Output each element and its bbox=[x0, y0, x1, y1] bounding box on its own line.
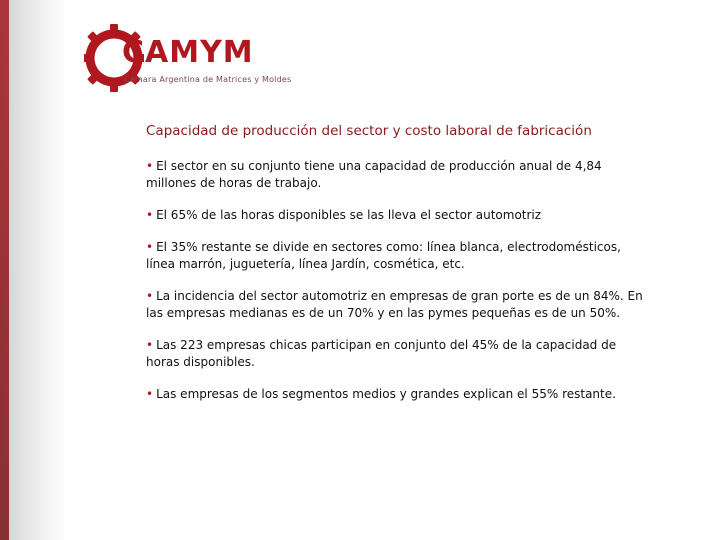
bullet-text: Las empresas de los segmentos medios y grandes explican el 55% restante. bbox=[156, 387, 616, 401]
bullet-item bbox=[146, 337, 646, 371]
logo-wordmark: CAMYM bbox=[122, 35, 254, 70]
bullet-item bbox=[146, 239, 646, 273]
bullet-dot-icon: • bbox=[146, 387, 154, 401]
bullet-text: Las 223 empresas chicas participan en conjunto del 45% de la capacidad de horas disponibles. bbox=[146, 338, 617, 369]
bullet-item bbox=[146, 386, 646, 403]
bullet-dot-icon: • bbox=[146, 159, 154, 173]
bullet-text: El sector en su conjunto tiene una capacidad de producción anual de 4,84 millones de horas de trabajo. bbox=[146, 159, 602, 190]
slide-content bbox=[146, 122, 646, 418]
bullet-item bbox=[146, 288, 646, 322]
left-decorative-band bbox=[0, 0, 68, 540]
slide-title: Capacidad de producción del sector y costo laboral de fabricación bbox=[146, 123, 592, 139]
company-logo bbox=[84, 20, 292, 95]
bullet-dot-icon: • bbox=[146, 338, 154, 352]
bullet-item bbox=[146, 207, 646, 224]
bullet-dot-icon: • bbox=[146, 289, 154, 303]
left-red-stripe bbox=[0, 0, 9, 540]
bullet-item bbox=[146, 158, 646, 192]
bullet-dot-icon: • bbox=[146, 240, 154, 254]
bullet-dot-icon: • bbox=[146, 208, 154, 222]
bullet-text: La incidencia del sector automotriz en empresas de gran porte es de un 84%. En las empresas medianas es de un 70% y en las pymes pequeñas es de un 50%. bbox=[146, 289, 643, 320]
bullet-text: El 35% restante se divide en sectores como: línea blanca, electrodomésticos, línea marrón, juguetería, línea Jardín, cosmética, etc. bbox=[146, 240, 621, 271]
logo-tagline: Cámara Argentina de Matrices y Moldes bbox=[124, 75, 292, 84]
bullet-text: El 65% de las horas disponibles se las lleva el sector automotriz bbox=[156, 208, 542, 222]
